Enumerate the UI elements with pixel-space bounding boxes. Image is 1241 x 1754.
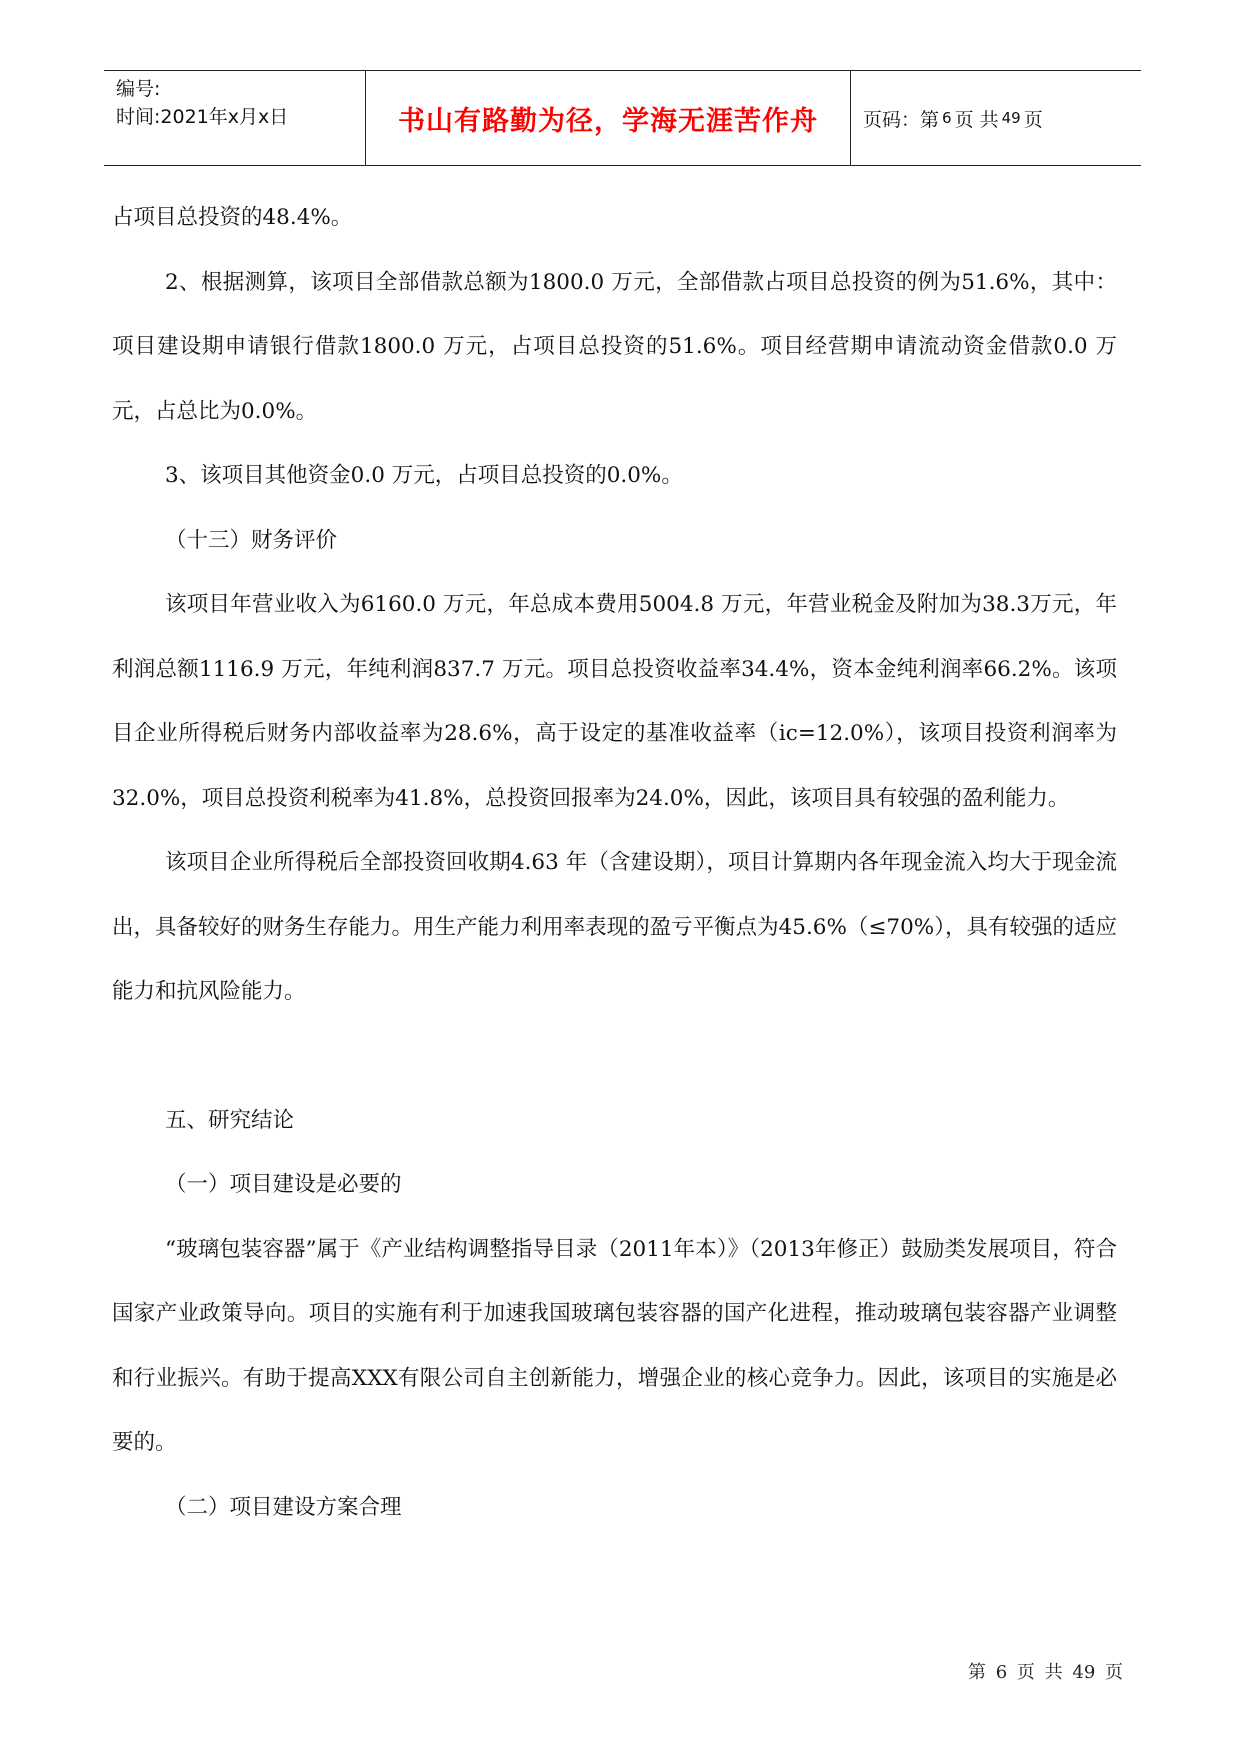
page-mid: 页 共 <box>954 108 999 131</box>
spacer <box>112 1025 1117 1089</box>
section-heading-conclusion: 五、研究结论 <box>165 1107 295 1133</box>
header-info-cell <box>104 71 366 165</box>
paragraph-other-funds: 3、该项目其他资金0.0 万元，占项目总投资的0.0%。 <box>165 463 683 488</box>
paragraph-continuation: 占项目总投资的48.4%。 <box>112 205 353 230</box>
paragraph-payback-period: 该项目企业所得税后全部投资回收期4.63 年（含建设期），项目计算期内各年现金流入均大于现金流出，具备较好的财务生存能力。用生产能力利用率表现的盈亏平衡点为45.6%（≤70%），具有较强的适应能力和抗风险能力。 <box>112 850 1117 1004</box>
document-number-label: 编号: <box>116 78 161 100</box>
page-header <box>104 70 1141 166</box>
paragraph-necessity: “玻璃包装容器”属于《产业结构调整指导目录（2011年本）》（2013年修正）鼓励类发展项目，符合国家产业政策导向。项目的实施有利于加速我国玻璃包装容器的国产化进程，推动玻璃包装容器产业调整和行业振兴。有助于提高XXX有限公司自主创新能力，增强企业的核心竞争力。因此，该项目的实施是必要的。 <box>112 1236 1117 1455</box>
section-heading-financial-evaluation: （十三）财务评价 <box>165 527 338 553</box>
document-time-label: 时间:2021年x月x日 <box>116 106 289 128</box>
page-prefix: 页码：第 <box>863 108 940 131</box>
page-current: 6 <box>942 109 952 127</box>
header-motto: 书山有路勤为径，学海无涯苦作舟 <box>366 71 851 165</box>
subheading-necessity: （一）项目建设是必要的 <box>165 1172 402 1197</box>
paragraph-loan-total: 2、根据测算，该项目全部借款总额为1800.0 万元，全部借款占项目总投资的例为51.6%，其中：项目建设期申请银行借款1800.0 万元，占项目总投资的51.6%。项目经营期申请流动资金借款0.0 万元，占总比为0.0%。 <box>112 269 1117 424</box>
page-footer: 第 6 页 共 49 页 <box>968 1662 1123 1683</box>
page-total: 49 <box>1001 109 1021 127</box>
header-page-info <box>851 71 1141 165</box>
page-suffix: 页 <box>1023 108 1043 131</box>
document-body <box>112 186 1117 1540</box>
paragraph-financial-metrics: 该项目年营业收入为6160.0 万元，年总成本费用5004.8 万元，年营业税金及附加为38.3万元，年利润总额1116.9 万元，年纯利润837.7 万元。项目总投资收益率34.4%，资本金纯利润率66.2%。该项目企业所得税后财务内部收益率为28.6%，高于设定的基准收益率（ic=12.0%），该项目投资利润率为32.0%，项目总投资利税率为41.8%，总投资回报率为24.0%，因此，该项目具有较强的盈利能力。 <box>112 592 1117 811</box>
subheading-plan-reasonable: （二）项目建设方案合理 <box>165 1494 402 1520</box>
